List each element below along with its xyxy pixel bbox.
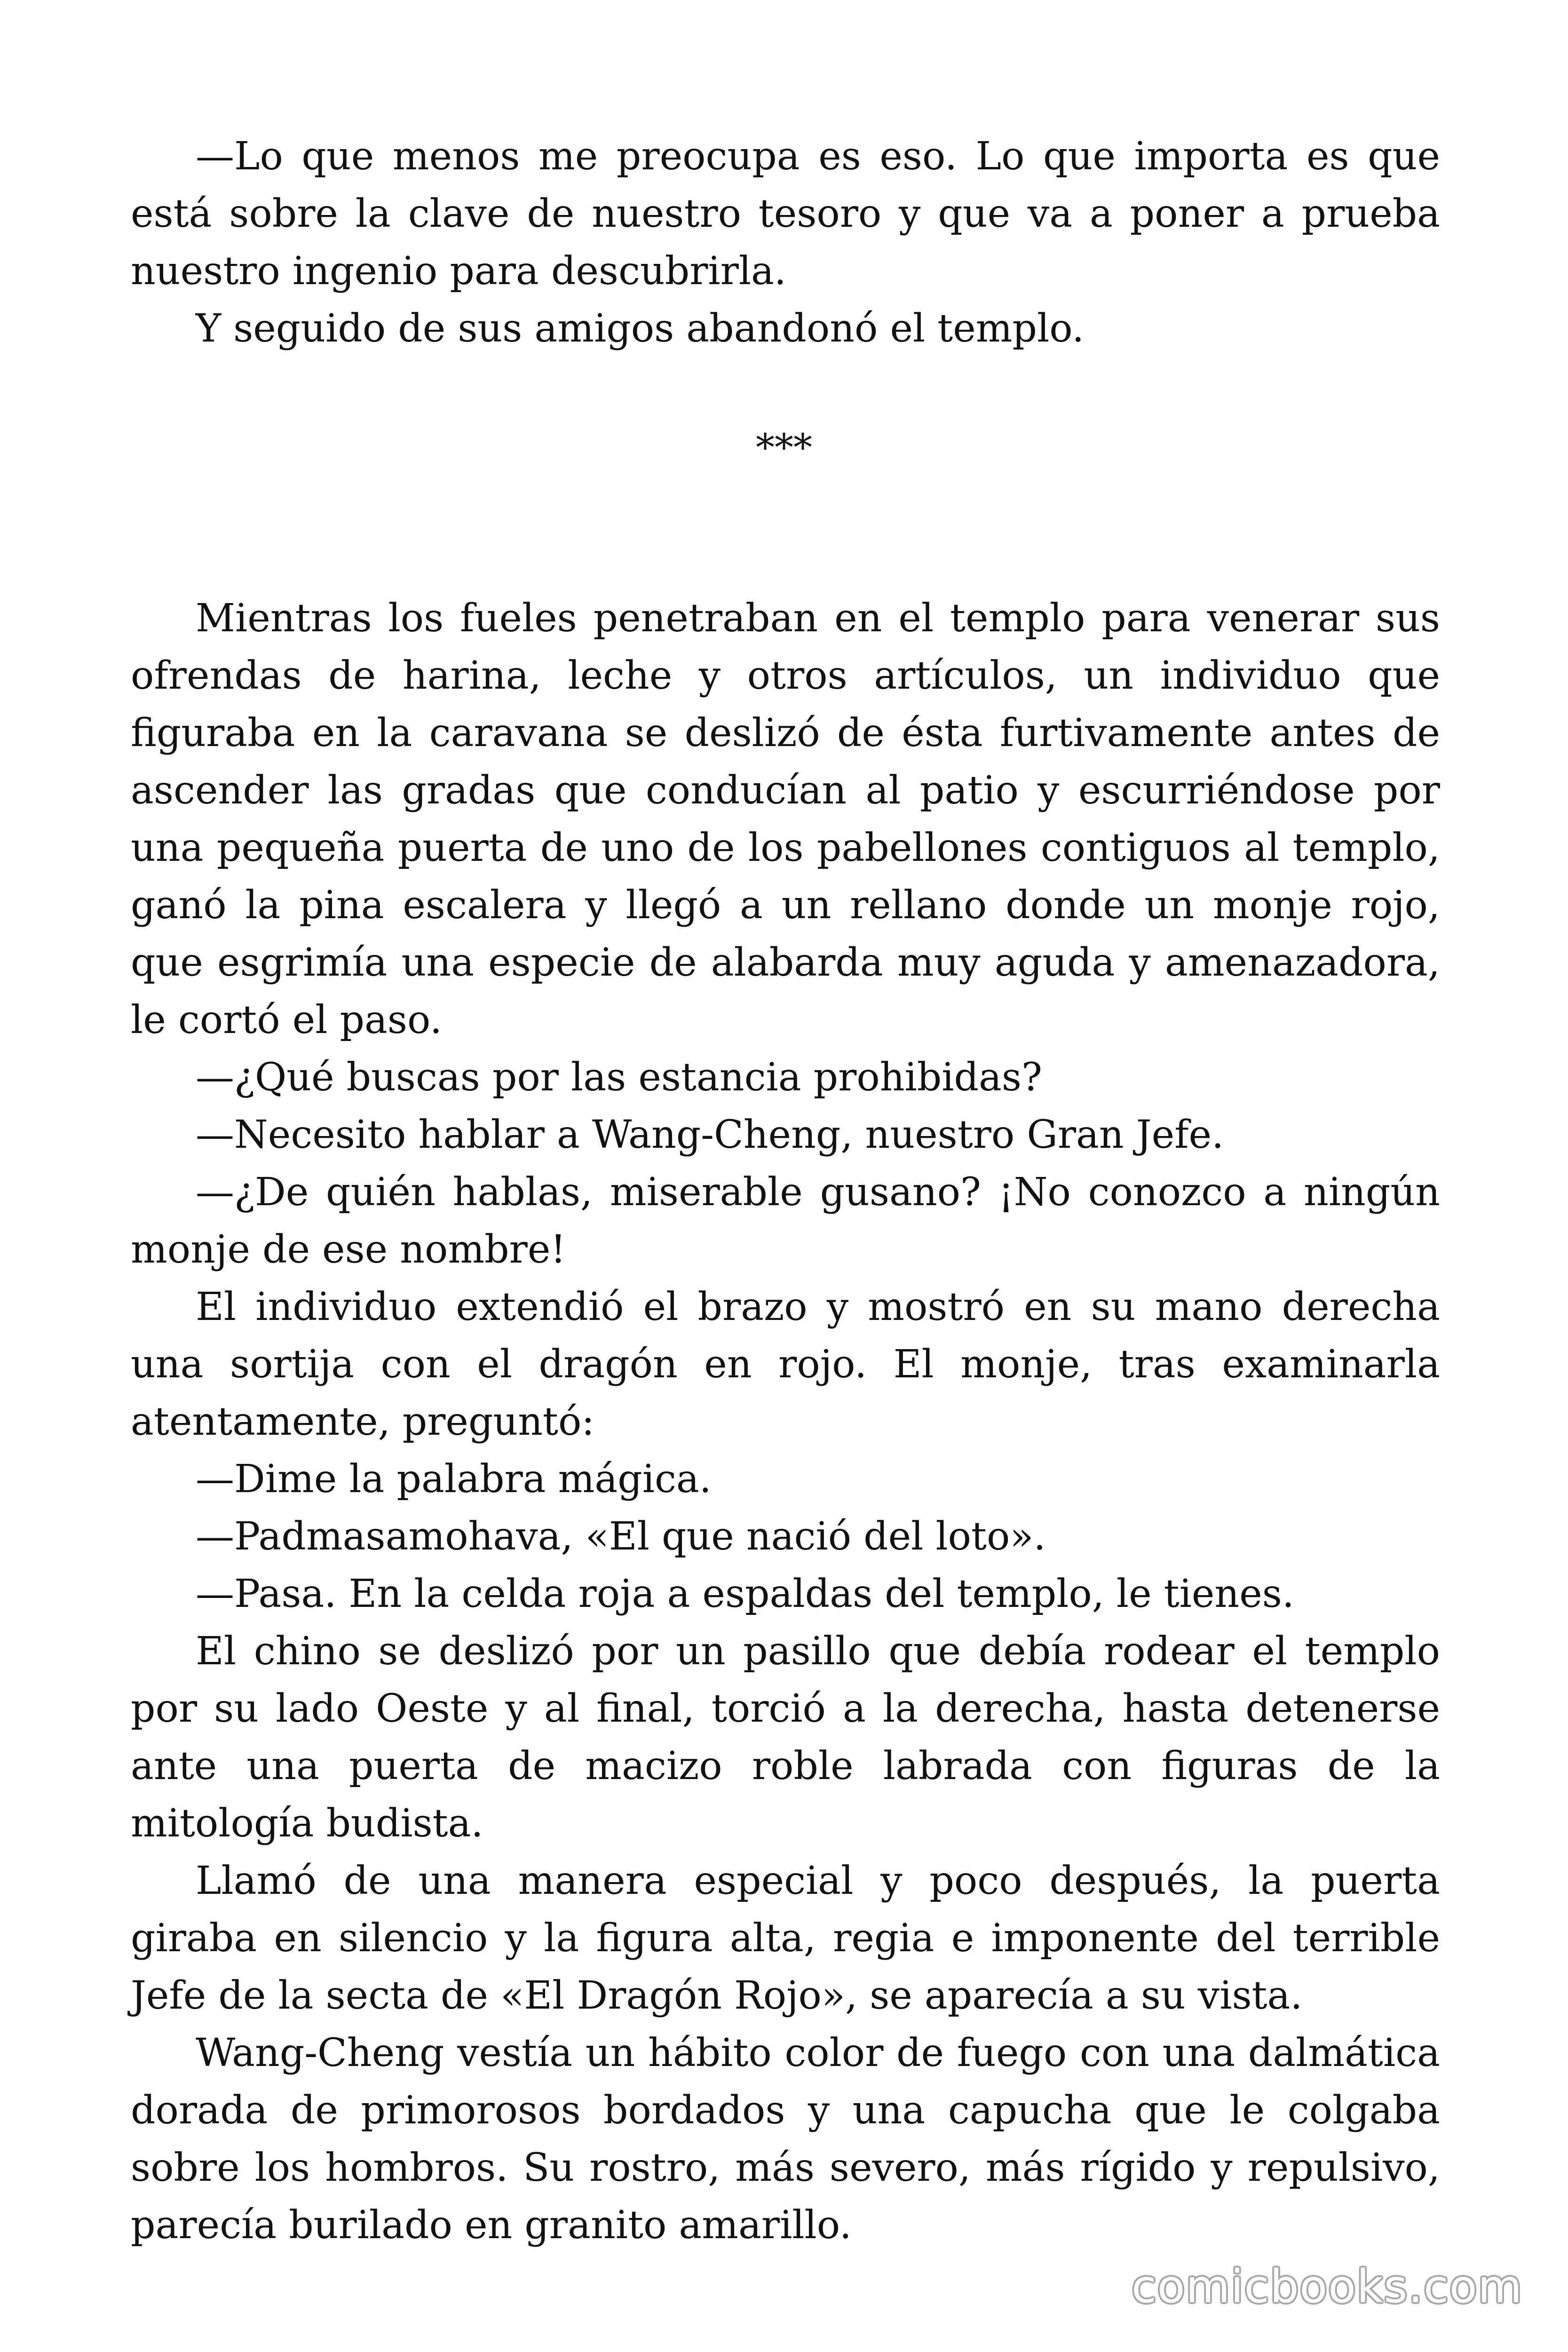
top-text-block xyxy=(131,128,1440,358)
paragraph: El chino se deslizó por un pasillo que debía rodear el templo por su lado Oeste y al final, torció a la derecha, hasta detenerse ante una puerta de macizo roble labrada con figuras de la mitología budista. xyxy=(131,1629,1440,1846)
dialogue-line: —¿Qué buscas por las estancia prohibidas? xyxy=(196,1055,1042,1100)
paragraph: Llamó de una manera especial y poco después, la puerta giraba en silencio y la figura alta, regia e imponente del terrible Jefe de la secta de «El Dragón Rojo», se aparecía a su vista. xyxy=(131,1859,1440,2018)
dialogue-line: —Padmasamohava, «El que nació del loto». xyxy=(196,1514,1046,1559)
dialogue-line: —¿De quién hablas, miserable gusano? ¡No conozco a ningún monje de ese nombre! xyxy=(131,1170,1440,1272)
dialogue-line: —Necesito hablar a Wang-Cheng, nuestro Gran Jefe. xyxy=(196,1112,1224,1157)
watermark: comicbooks.com xyxy=(1131,2260,1523,2313)
dialogue-line: —Dime la palabra mágica. xyxy=(196,1457,712,1502)
section-separator: *** xyxy=(756,426,812,469)
paragraph: Mientras los fueles penetraban en el templo para venerar sus ofrendas de harina, leche y otros artículos, un individuo que figuraba en la caravana se deslizó de ésta furtivamente antes de ascender las gradas que conducían al patio y escurriéndose por una pequeña puerta de uno de los pabellones contiguos al templo, ganó la pina escalera y llegó a un rellano donde un monje rojo, que esgrimía una especie de alabarda muy aguda y amenazadora, le cortó el paso. xyxy=(131,596,1440,1042)
paragraph: Y seguido de sus amigos abandonó el templo. xyxy=(196,306,1085,351)
dialogue-line: —Pasa. En la celda roja a espaldas del templo, le tienes. xyxy=(196,1572,1294,1616)
paragraph: —Lo que menos me preocupa es eso. Lo que importa es que está sobre la clave de nuestro tesoro y que va a poner a prueba nuestro ingenio para descubrirla. xyxy=(131,134,1440,294)
main-text-block xyxy=(131,590,1440,2254)
paragraph: El individuo extendió el brazo y mostró en su mano derecha una sortija con el dragón en rojo. El monje, tras examinarla atentamente, preguntó: xyxy=(131,1285,1440,1444)
paragraph: Wang-Cheng vestía un hábito color de fuego con una dalmática dorada de primorosos bordados y una capucha que le colgaba sobre los hombros. Su rostro, más severo, más rígido y repulsivo, parecía burilado en granito amarillo. xyxy=(131,2031,1440,2248)
